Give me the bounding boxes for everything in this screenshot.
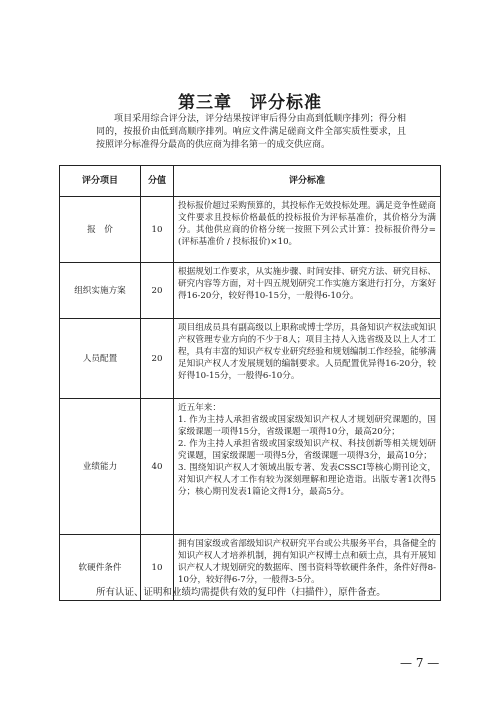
criteria-text: 近五年来： — [178, 403, 221, 413]
row-score: 10 — [141, 535, 174, 601]
intro-text: 项目采用综合评分法，评分结果按评审后得分由高到低顺序排列；得分相同的，按报价由低到高顺序排列。响应文件满足磋商文件全部实质性要求，且按照评分标准得分最高的供应商为排名第一的成交供应商。 — [96, 114, 406, 150]
row-item: 报 价 — [60, 197, 141, 263]
page-number: — 7 — — [400, 656, 440, 670]
header-item: 评分项目 — [60, 166, 141, 197]
scoring-table — [59, 165, 441, 601]
criteria-text: 根据规划工作要求，从实施步骤、时间安排、研究方法、研究目标、研究内容等方面，对十四五规划研究工作实施方案进行打分，方案好得16-20分，较好得10-15分，一般得6-10分。 — [178, 267, 436, 301]
row-score: 40 — [141, 399, 174, 535]
row-item: 人员配置 — [60, 319, 141, 399]
table-row — [60, 399, 441, 535]
row-item: 软硬件条件 — [60, 535, 141, 601]
criteria-text: 2. 作为主持人承担省级或国家级知识产权、科技创新等相关规划研究课题，国家级课题一项得5分，省级课题一项得3分，最高10分； — [178, 439, 436, 461]
row-criteria — [174, 263, 441, 319]
row-criteria — [174, 319, 441, 399]
criteria-text: 拥有国家级或省部级知识产权研究平台或公共服务平台，具备健全的知识产权人才培养机制，拥有知识产权博士点和硕士点，具有开展知识产权人才规划研究的数据库、图书资料等软硬件条件，条件好得8-10分，较好得6-7分，一般得3-5分。 — [178, 539, 436, 585]
row-item: 组织实施方案 — [60, 263, 141, 319]
header-criteria: 评分标准 — [174, 166, 441, 197]
row-criteria — [174, 399, 441, 535]
criteria-text: 1. 作为主持人承担省级或国家级知识产权人才规划研究课题的，国家级课题一项得15分，省级课题一项得10分，最高20分； — [178, 415, 436, 437]
footer-note: 所有认证、证明和业绩均需提供有效的复印件（扫描件），原件备查。 — [96, 587, 386, 598]
row-criteria — [174, 197, 441, 263]
table-row — [60, 263, 441, 319]
criteria-text: 投标报价超过采购预算的，其投标作无效投标处理。满足竞争性磋商文件要求且投标价格最低的投标报价为评标基准价，其价格分为满分。其他供应商的价格分统一按照下列公式计算：投标报价得分=(评标基准价 / 投标报价)×10。 — [178, 201, 436, 247]
row-score: 10 — [141, 197, 174, 263]
chapter-title: 第三章 评分标准 — [178, 93, 322, 113]
row-score: 20 — [141, 263, 174, 319]
criteria-text: 项目组成员具有副高级以上职称或博士学历，具备知识产权法或知识产权管理专业方向的不少于8人；项目主持人入选省级及以上人才工程，具有丰富的知识产权专业研究经验和规划编制工作经验，能够满足知识产权人才发展规划的编制要求。人员配置优异得16-20分，较好得10-15分，一般得6-10分。 — [178, 323, 436, 381]
table-row — [60, 197, 441, 263]
intro-paragraph — [96, 113, 406, 152]
table-header-row — [60, 166, 441, 197]
header-score: 分值 — [141, 166, 174, 197]
table-row — [60, 319, 441, 399]
row-score: 20 — [141, 319, 174, 399]
criteria-text: 3. 围绕知识产权人才领域出版专著、发表CSSCI等核心期刊论文，对知识产权人才工作有较为深刻理解和理论造诣。出版专著1次得5分；核心期刊发表1篇论文得1分，最高5分。 — [178, 463, 436, 497]
row-item: 业绩能力 — [60, 399, 141, 535]
